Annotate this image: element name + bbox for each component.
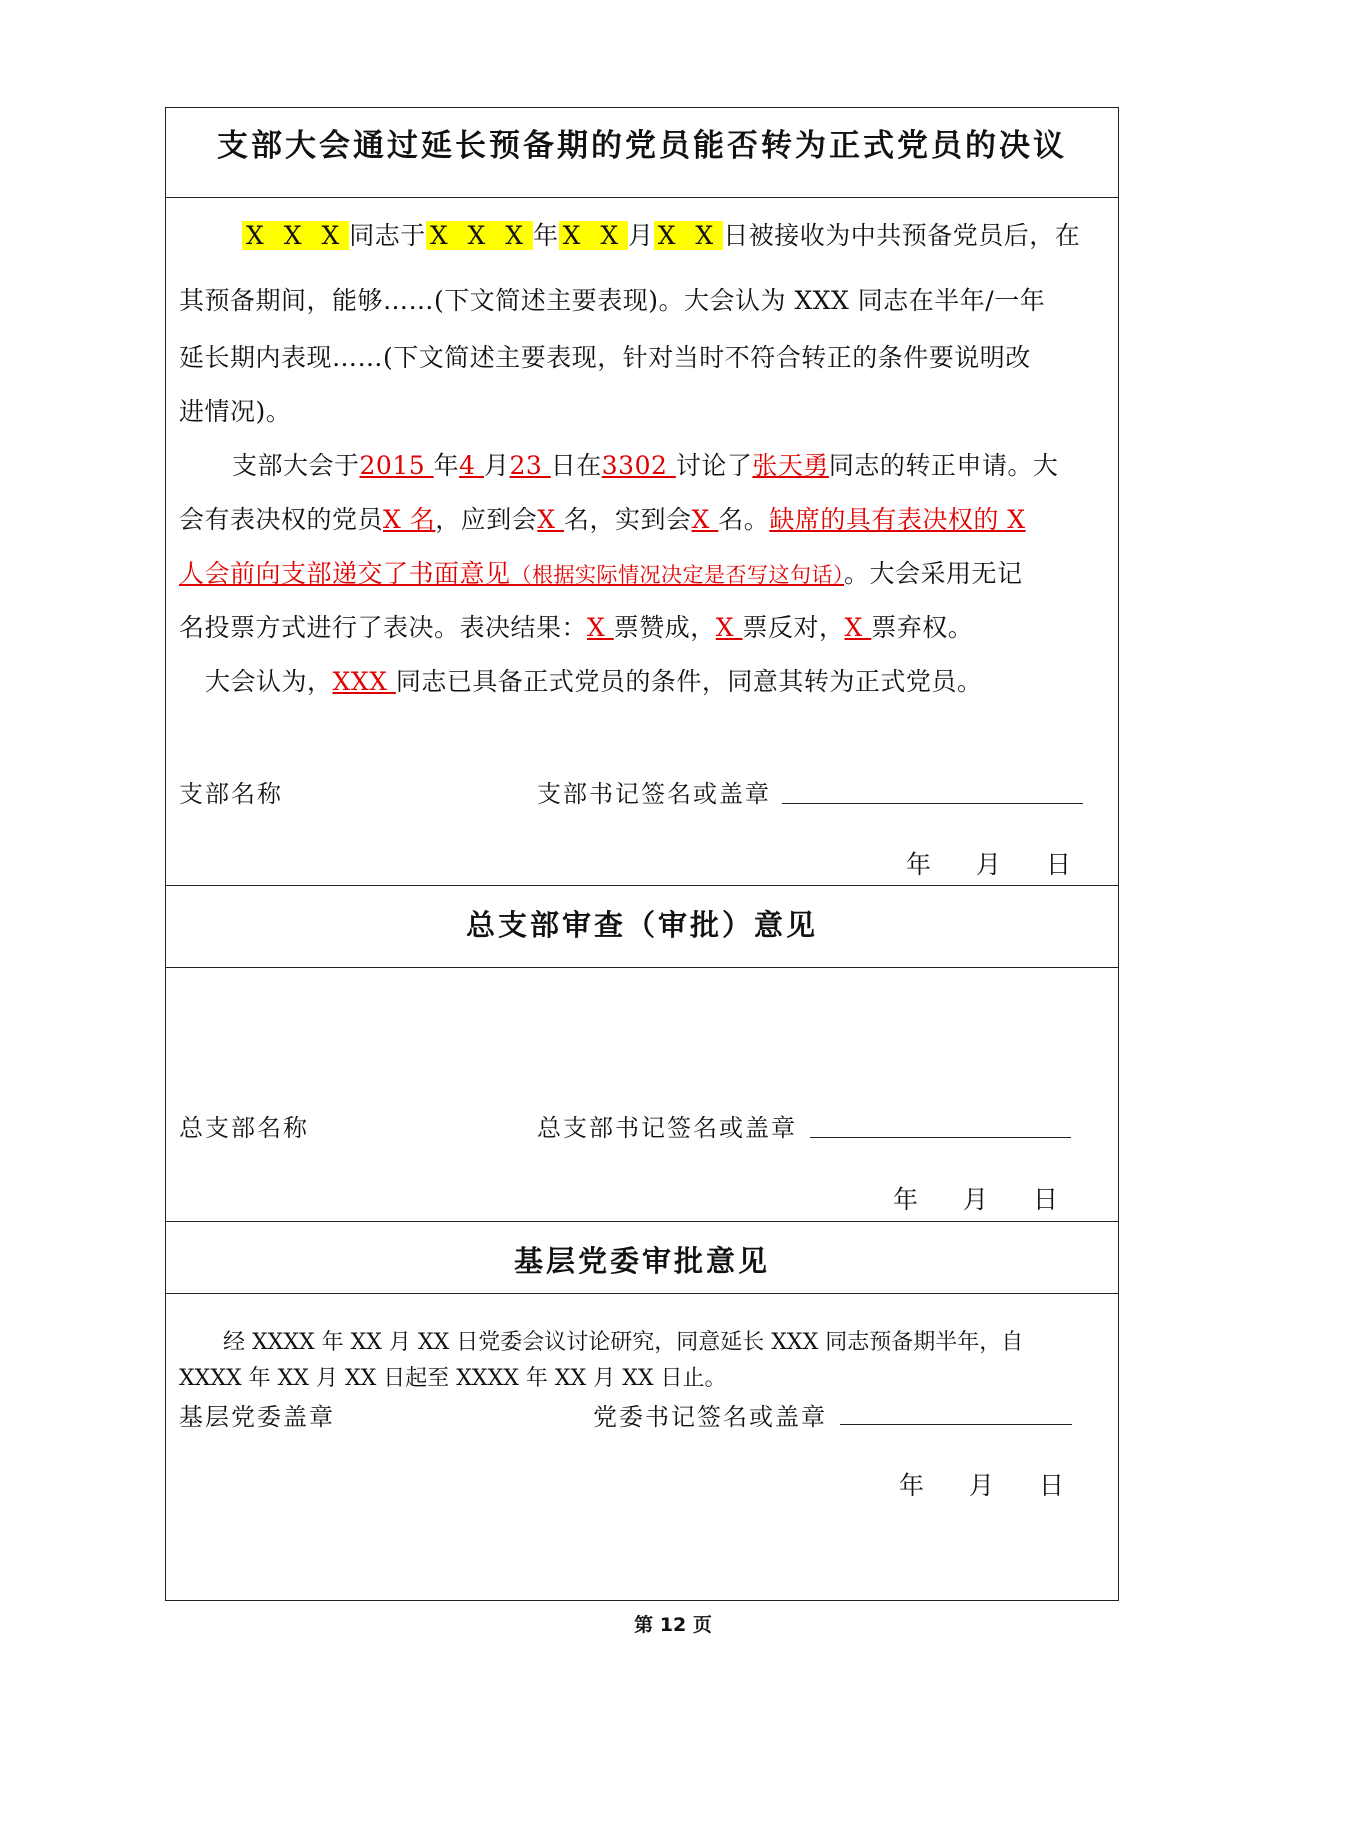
branch-name-label: 支部名称 <box>179 780 283 808</box>
page-number: 第 12 页 <box>634 1614 712 1636</box>
votes-against: X <box>715 613 743 642</box>
row-divider <box>165 197 1119 198</box>
highlight-name: X X X <box>242 221 349 250</box>
committee-date: 年 月 日 <box>899 1471 1065 1500</box>
meeting-place: 3302 <box>601 451 676 480</box>
general-branch-signature-line[interactable] <box>810 1137 1071 1138</box>
branch-signature-line[interactable] <box>782 803 1083 804</box>
committee-secretary-label: 党委书记签名或盖章 <box>593 1403 827 1431</box>
committee-signature-line[interactable] <box>840 1424 1072 1425</box>
meeting-year: 2015 <box>359 451 434 480</box>
committee-seal-label: 基层党委盖章 <box>179 1403 335 1431</box>
approved-member-name: XXX <box>332 667 396 696</box>
resolution-paragraph-1-line-4: 进情况)。 <box>179 397 292 426</box>
general-branch-name-label: 总支部名称 <box>179 1114 309 1142</box>
committee-title: 基层党委审批意见 <box>513 1244 770 1278</box>
branch-secretary-label: 支部书记签名或盖章 <box>537 780 771 808</box>
absent-note: 缺席的具有表决权的 X <box>769 505 1026 534</box>
committee-paragraph-line-1: 经 XXXX 年 XX 月 XX 日党委会议讨论研究，同意延长 XXX 同志预备期半年，自 <box>223 1330 1024 1355</box>
general-branch-title: 总支部审查（审批）意见 <box>465 908 818 942</box>
resolution-paragraph-1-line-2: 其预备期间，能够……(下文简述主要表现)。大会认为 XXX 同志在半年/一年 <box>179 286 1046 315</box>
general-branch-secretary-label: 总支部书记签名或盖章 <box>537 1114 797 1142</box>
resolution-paragraph-2-line-4: 名投票方式进行了表决。表决结果：X 票赞成，X 票反对，X 票弃权。 <box>179 613 974 642</box>
row-divider <box>165 1293 1119 1294</box>
row-divider <box>165 885 1119 886</box>
highlight-month: X X <box>559 221 629 250</box>
meeting-month: 4 <box>459 451 484 480</box>
meeting-day: 23 <box>509 451 551 480</box>
row-divider <box>165 1221 1119 1222</box>
actual-attendance: X <box>691 505 719 534</box>
resolution-title: 支部大会通过延长预备期的党员能否转为正式党员的决议 <box>217 128 1067 164</box>
general-branch-date: 年 月 日 <box>893 1185 1059 1214</box>
committee-paragraph-line-2: XXXX 年 XX 月 XX 日起至 XXXX 年 XX 月 XX 日止。 <box>179 1366 727 1391</box>
resolution-paragraph-1-line-3: 延长期内表现……(下文简述主要表现，针对当时不符合转正的条件要说明改 <box>179 343 1031 372</box>
highlight-day: X X <box>654 221 724 250</box>
highlight-year: X X X <box>426 221 533 250</box>
resolution-paragraph-2-line-3: 人会前向支部递交了书面意见（根据实际情况决定是否写这句话）。大会采用无记 <box>179 559 1023 588</box>
resolution-paragraph-3: 大会认为，XXX 同志已具备正式党员的条件，同意其转为正式党员。 <box>205 667 983 696</box>
resolution-paragraph-2-line-2: 会有表决权的党员X 名，应到会X 名，实到会X 名。缺席的具有表决权的 X <box>179 505 1026 534</box>
row-divider <box>165 967 1119 968</box>
votes-abstain: X <box>844 613 872 642</box>
expected-attendance: X <box>537 505 565 534</box>
resolution-paragraph-1-line-1: X X X 同志于 X X X 年 X X 月 X X 日被接收为中共预备党员后，在 <box>242 216 1080 252</box>
voting-members-count: X 名 <box>383 505 436 534</box>
branch-date: 年 月 日 <box>906 850 1072 879</box>
candidate-name: 张天勇 <box>752 451 829 480</box>
votes-for: X <box>587 613 614 642</box>
instruction-note: （根据实际情况决定是否写这句话） <box>510 563 845 587</box>
resolution-paragraph-2-line-1: 支部大会于2015 年4 月23 日在3302 讨论了张天勇同志的转正申请。大 <box>232 451 1059 480</box>
